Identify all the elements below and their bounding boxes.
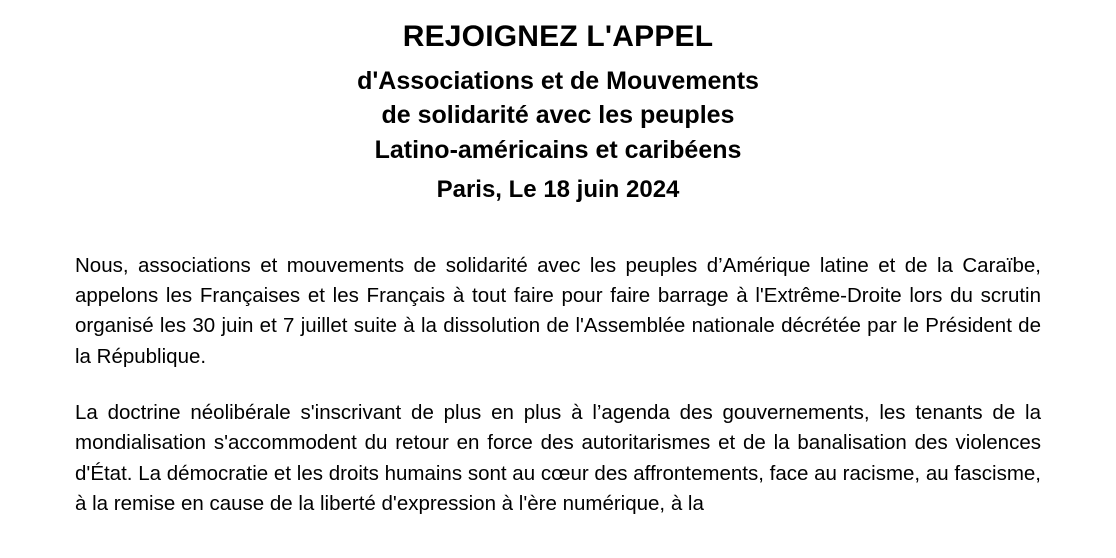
document-date: Paris, Le 18 juin 2024 (436, 176, 680, 203)
subtitle-line-3: Latino-américains et caribéens (374, 135, 742, 164)
subtitle-line-1: d'Associations et de Mouvements (357, 66, 759, 95)
document-header (0, 0, 1116, 207)
paragraph-2: La doctrine néolibérale s'inscrivant de plus en plus à l’agenda des gouvernements, les tenants de la mondialisation s'accommodent du retour en force des autoritarismes et de la banalisation des violences d'État. La démocratie et les droits humains sont au cœur des affrontements, face au racisme, au fascisme, à la remise en cause de la liberté d'expression à l'ère numérique, à la (75, 400, 1041, 515)
document-body (75, 207, 1041, 520)
paragraph-1: Nous, associations et mouvements de solidarité avec les peuples d’Amérique latine et de la Caraïbe, appelons les Françaises et les Français à tout faire pour faire barrage à l'Extrême-Droite lors du scrutin organisé les 30 juin et 7 juillet suite à la dissolution de l'Assemblée nationale décrétée par le Président de la République. (75, 253, 1041, 368)
subtitle-line-2: de solidarité avec les peuples (381, 101, 735, 129)
page-title: REJOIGNEZ L'APPEL (402, 20, 714, 53)
